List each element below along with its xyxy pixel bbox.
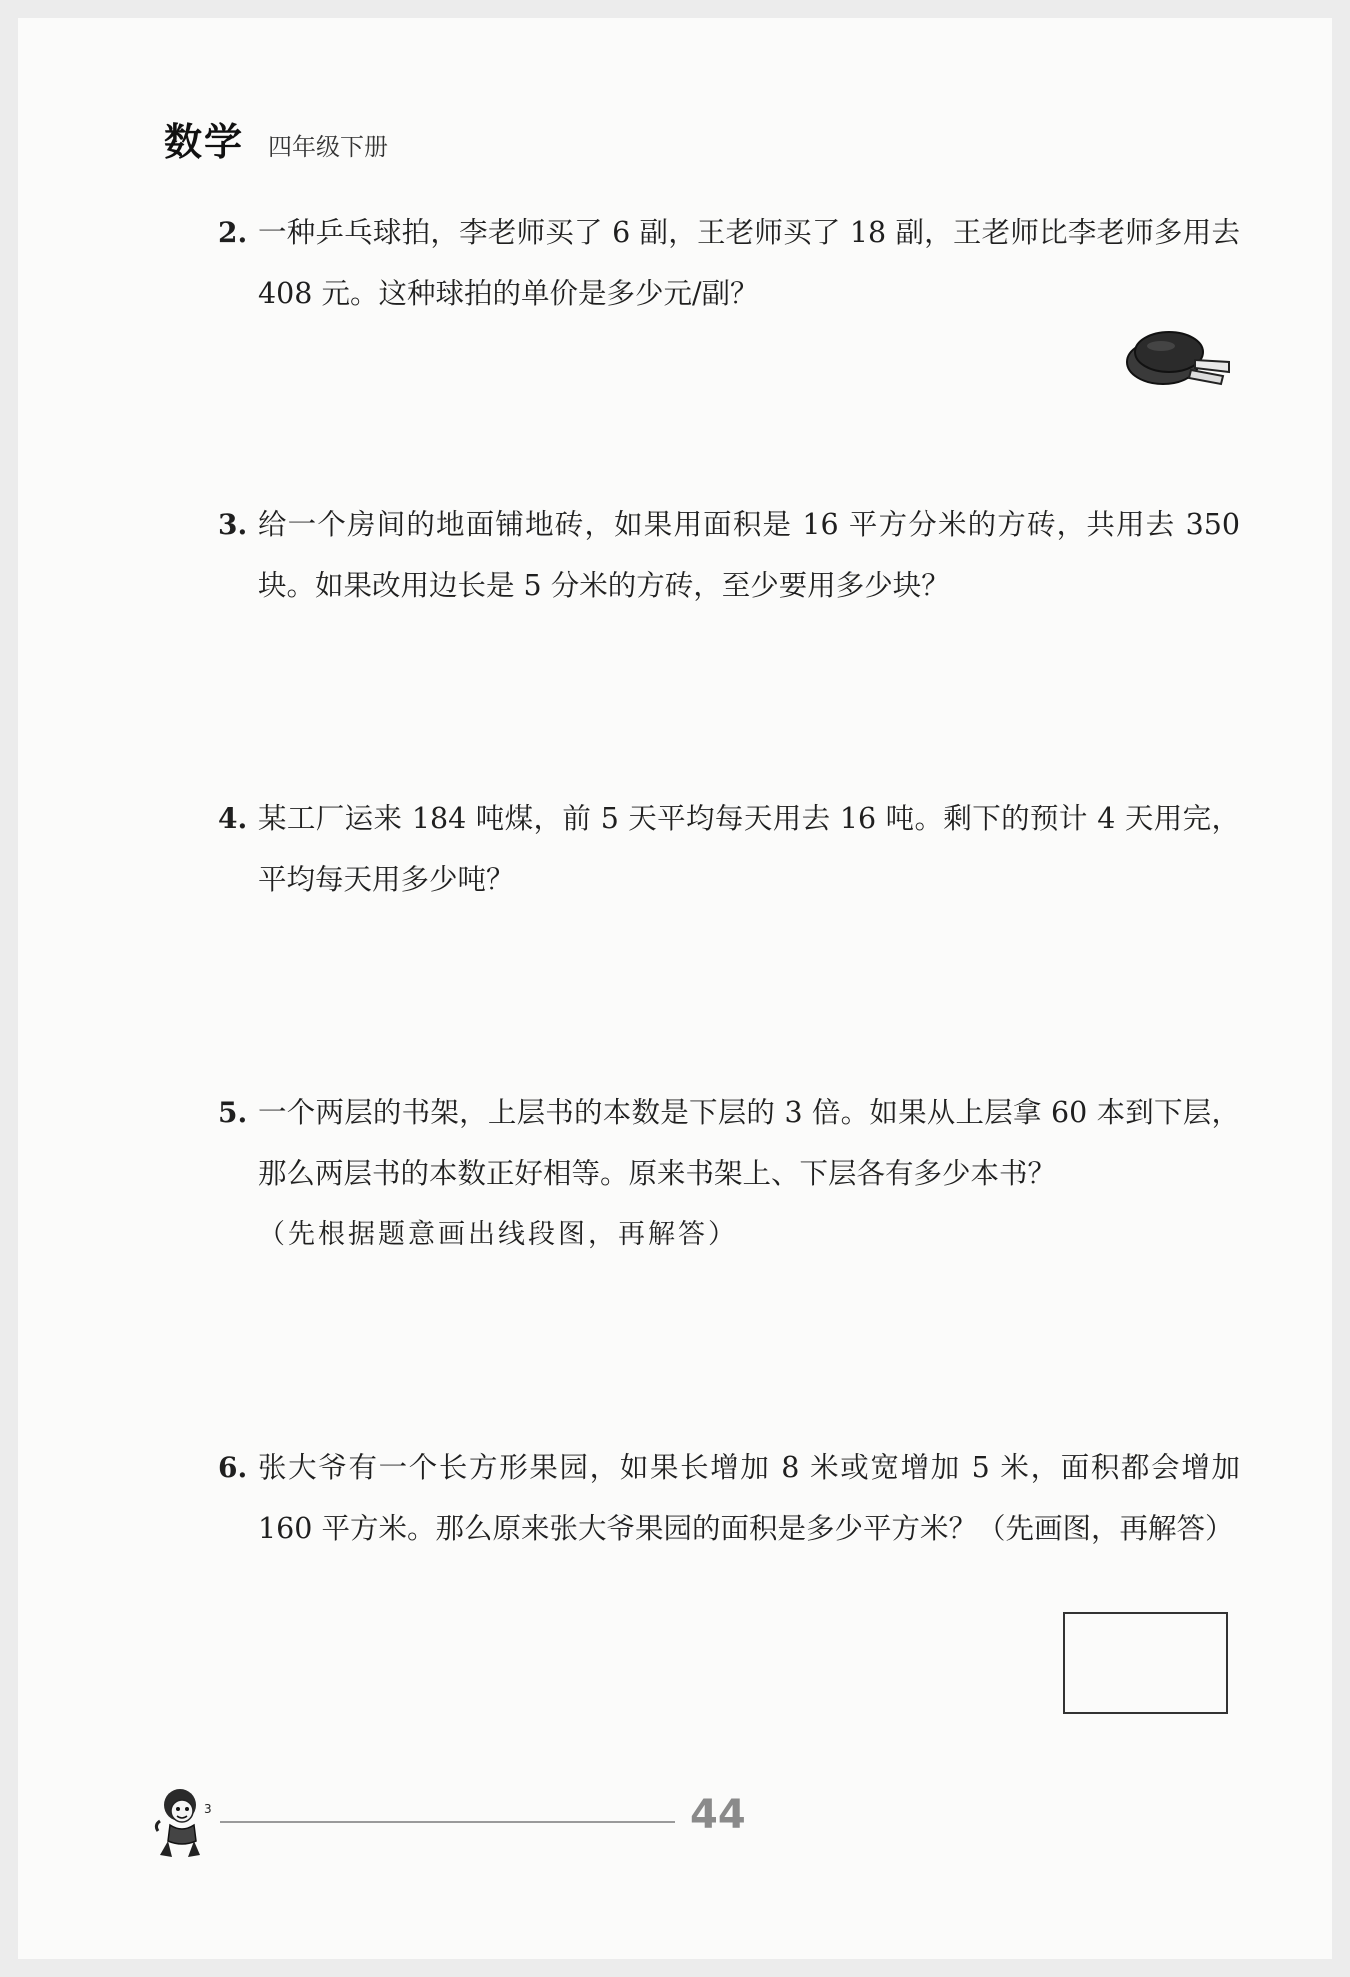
answer-box	[1063, 1612, 1228, 1714]
question-number: 6.	[218, 1451, 248, 1484]
question-text: 张大爷有一个长方形果园，如果长增加 8 米或宽增加 5 米，面积都会增加 160 平方米。那么原来张大爷果园的面积是多少平方米？（先画图，再解答）	[258, 1451, 1240, 1545]
question-text: 一个两层的书架，上层书的本数是下层的 3 倍。如果从上层拿 60 本到下层，那么两层书的本数正好相等。原来书架上、下层各有多少本书？	[258, 1096, 1240, 1190]
question-instruction: （先根据题意画出线段图，再解答）	[258, 1219, 738, 1250]
question-number: 2.	[218, 216, 248, 249]
page-header	[160, 118, 388, 168]
question-number: 4.	[218, 802, 248, 835]
subject-title: 数学	[160, 111, 252, 168]
grade-label: 四年级下册	[268, 133, 389, 161]
question-text: 某工厂运来 184 吨煤，前 5 天平均每天用去 16 吨。剩下的预计 4 天用完，平均每天用多少吨？	[258, 802, 1240, 896]
footer-divider	[220, 1821, 675, 1823]
svg-text:3: 3	[204, 1802, 212, 1816]
question-text: 给一个房间的地面铺地砖，如果用面积是 16 平方分米的方砖，共用去 350 块。如果改用边长是 5 分米的方砖，至少要用多少块？	[258, 508, 1240, 602]
mascot-icon	[150, 1783, 220, 1863]
ping-pong-paddle-icon	[1125, 322, 1235, 392]
page-number: 44	[690, 1792, 746, 1838]
question-4	[220, 788, 1240, 910]
question-text: 一种乒乓球拍，李老师买了 6 副，王老师买了 18 副，王老师比李老师多用去 408 元。这种球拍的单价是多少元/副？	[258, 216, 1240, 310]
question-3	[220, 494, 1240, 616]
question-2	[220, 202, 1240, 324]
question-6	[220, 1437, 1240, 1559]
question-number: 3.	[218, 508, 248, 541]
question-5	[220, 1082, 1240, 1265]
question-number: 5.	[218, 1096, 248, 1129]
